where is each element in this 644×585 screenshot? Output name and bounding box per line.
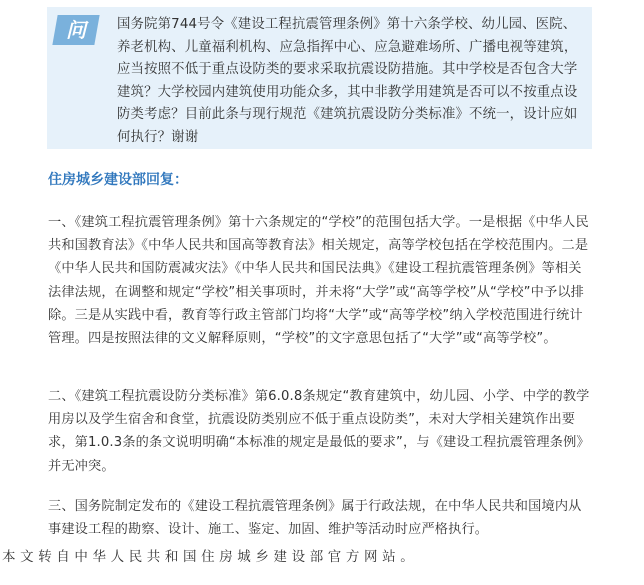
reply-heading: 住房城乡建设部回复： — [48, 172, 188, 188]
question-badge-label: 问 — [66, 18, 86, 42]
question-box — [47, 7, 592, 149]
source-note: 本文转自中华人民共和国住房城乡建设部官方网站。 — [2, 549, 419, 565]
answer-paragraph-3: 三、国务院制定发布的《建设工程抗震管理条例》属于行政法规，在中华人民共和国境内从事建设工程的勘察、设计、施工、鉴定、加固、维护等活动时应严格执行。 — [48, 499, 582, 538]
question-badge-icon — [52, 15, 99, 45]
question-text: 国务院第744号令《建设工程抗震管理条例》第十六条学校、幼儿园、医院、养老机构、儿童福利机构、应急指挥中心、应急避难场所、广播电视等建筑，应当按照不低于重点设防类的要求采取抗震设防措施。其中学校是否包含大学建筑？大学校园内建筑使用功能众多，其中非教学用建筑是否可以不按重点设防类考虑？目前此条与现行规范《建筑抗震设防分类标准》不统一，设计应如何执行？谢谢 — [117, 17, 578, 145]
answer-paragraph-1: 一、《建筑工程抗震管理条例》第十六条规定的“学校”的范围包括大学。一是根据《中华人民共和国教育法》《中华人民共和国高等教育法》相关规定，高等学校包括在学校范围内。二是《中华人民共和国防震减灾法》《中华人民共和国民法典》《建设工程抗震管理条例》等相关法律法规，在调整和规定“学校”相关事项时，并未将“大学”或“高等学校”从“学校”中予以排除。三是从实践中看，教育等行政主管部门均将“大学”或“高等学校”纳入学校范围进行统计管理。四是按照法律的文义解释原则，“学校”的文字意思包括了“大学”或“高等学校”。 — [48, 215, 589, 347]
answer-paragraph-2: 二、《建筑工程抗震设防分类标准》第6.0.8条规定“教育建筑中，幼儿园、小学、中学的教学用房以及学生宿舍和食堂，抗震设防类别应不低于重点设防类”，未对大学相关建筑作出要求，第1.0.3条的条文说明明确“本标准的规定是最低的要求”，与《建设工程抗震管理条例》并无冲突。 — [48, 389, 590, 474]
